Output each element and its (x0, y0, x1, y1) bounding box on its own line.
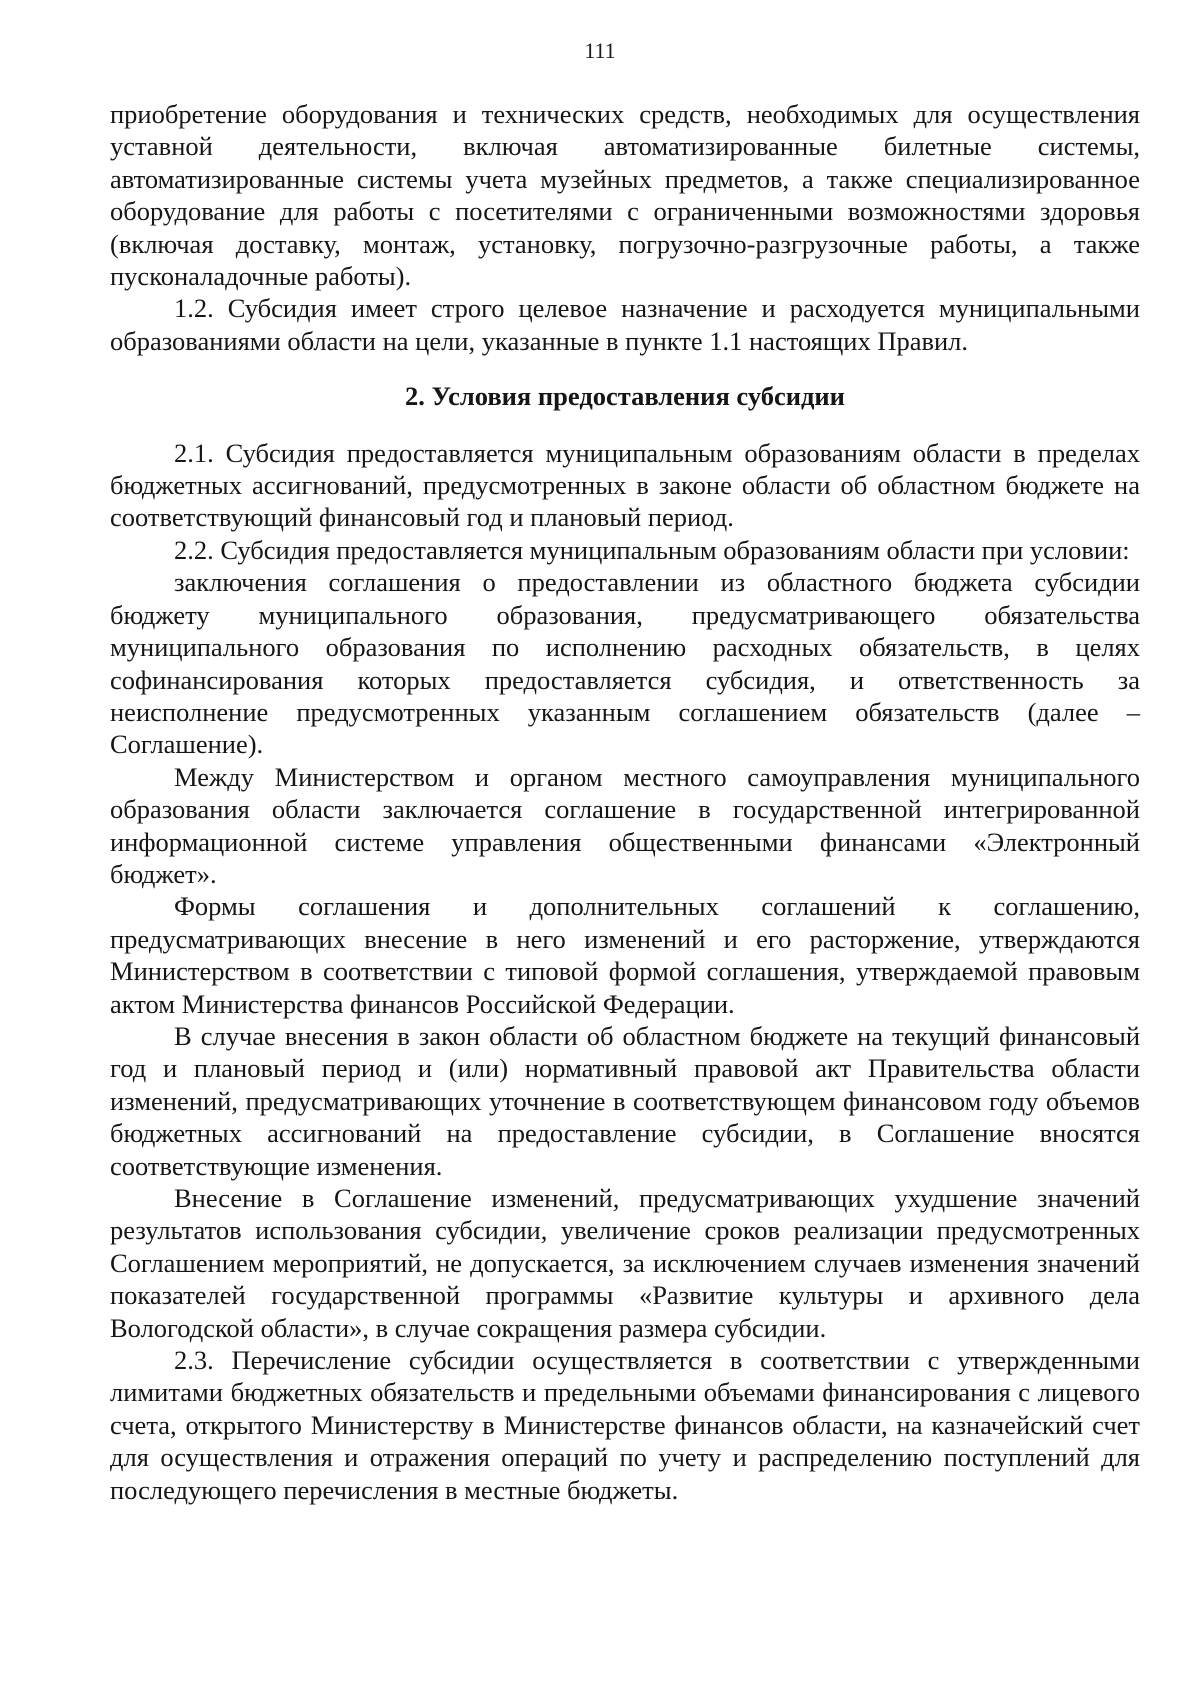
page-number: 111 (584, 38, 616, 63)
paragraph-2-3: 2.3. Перечисление субсидии осуществляется в соответствии с утвержденными лимитами бюджетных обязательств и предельными объемами финансирования с лицевого счета, открытого Министерству в Министерстве финансов области, на казначейский счет для осуществления и отражения операций по учету и распределению поступлений для последующего перечисления в местные бюджеты. (110, 1345, 1140, 1505)
paragraph-agreement-condition: заключения соглашения о предоставлении из областного бюджета субсидии бюджету муниципального образования, предусматривающего обязательства муниципального образования по исполнению расходных обязательств, в целях софинансирования которых предоставляется субсидия, и ответственность за неисполнение предусмотренных указанным соглашением обязательств (далее – Соглашение). (110, 567, 1140, 760)
paragraph-1-2: 1.2. Субсидия имеет строго целевое назначение и расходуется муниципальными образованиями области на цели, указанные в пункте 1.1 настоящих Правил. (110, 293, 1140, 356)
paragraph-2-1: 2.1. Субсидия предоставляется муниципальным образованиям области в пределах бюджетных ассигнований, предусмотренных в законе области об областном бюджете на соответствующий финансовый год и плановый период. (110, 437, 1140, 533)
paragraph-2-2: 2.2. Субсидия предоставляется муниципальным образованиям области при условии: (174, 534, 1130, 565)
paragraph-budget-changes: В случае внесения в закон области об областном бюджете на текущий финансовый год и плановый период и (или) нормативный правовой акт Правительства области изменений, предусматривающих уточнение в соответствующем финансовом году объемов бюджетных ассигнований на предоставление субсидии, в Соглашение вносятся соответствующие изменения. (110, 1020, 1140, 1181)
paragraph-amendments: Внесение в Соглашение изменений, предусматривающих ухудшение значений результатов использования субсидии, увеличение сроков реализации предусмотренных Соглашением мероприятий, не допускается, за исключением случаев изменения значений показателей государственной программы «Развитие культуры и архивного дела Вологодской области», в случае сокращения размера субсидии. (110, 1183, 1140, 1343)
paragraph-equipment-purchase: приобретение оборудования и технических средств, необходимых для осуществления уставной деятельности, включая автоматизированные билетные системы, автоматизированные системы учета музейных предметов, а также специализированное оборудование для работы с посетителями с ограниченными возможностями здоровья (включая доставку, монтаж, установку, погрузочно-разгрузочные работы, а также пусконаладочные работы). (110, 99, 1140, 292)
paragraph-agreement-forms: Формы соглашения и дополнительных соглашений к соглашению, предусматривающих внесение в него изменений и его расторжение, утверждаются Министерством в соответствии с типовой формой соглашения, утверждаемой правовым актом Министерства финансов Российской Федерации. (110, 891, 1140, 1019)
paragraph-electronic-budget: Между Министерством и органом местного самоуправления муниципального образования области заключается соглашение в государственной интегрированной информационной системе управления общественными финансами «Электронный бюджет». (110, 761, 1140, 889)
section-heading: 2. Условия предоставления субсидии (405, 381, 845, 412)
document-body (110, 98, 1140, 1506)
